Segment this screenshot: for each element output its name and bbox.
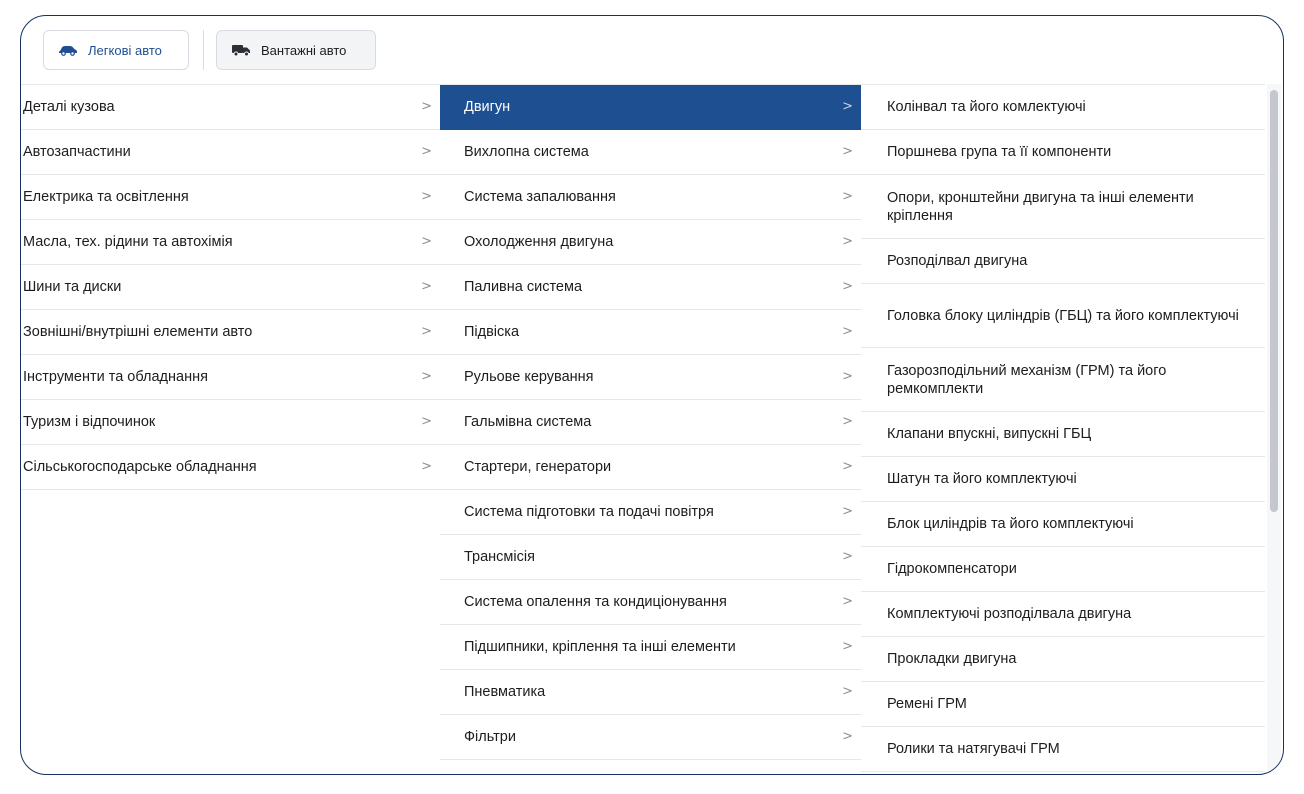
part-item[interactable] (861, 637, 1265, 682)
subcategory-label: Паливна система (464, 279, 583, 295)
subcategory-item[interactable] (440, 580, 861, 625)
part-label: Комплектуючі розподілвала двигуна (887, 606, 1132, 622)
category-label: Масла, тех. рідини та автохімія (23, 234, 233, 250)
chevron-right-icon: > (842, 594, 853, 609)
tab-trucks[interactable] (216, 30, 376, 70)
subcategory-label: Система опалення та кондиціонування (464, 594, 727, 610)
part-label: Головка блоку циліндрів (ГБЦ) та його комплектуючі (887, 307, 1239, 324)
category-label: Сільськогосподарське обладнання (23, 459, 257, 475)
subcategory-item[interactable] (440, 625, 861, 670)
part-item[interactable] (861, 592, 1265, 637)
category-item[interactable] (21, 175, 440, 220)
part-label: Газорозподільний механізм (ГРМ) та його ремкомплекти (887, 362, 1167, 397)
subcategory-label: Рульове керування (464, 369, 594, 385)
subcategory-label: Вихлопна система (464, 144, 589, 160)
part-item[interactable] (861, 547, 1265, 592)
subcategory-item[interactable] (440, 490, 861, 535)
category-label: Електрика та освітлення (23, 189, 189, 205)
part-label: Ремені ГРМ (887, 696, 967, 712)
chevron-right-icon: > (842, 144, 853, 159)
subcategory-item[interactable] (440, 670, 861, 715)
part-label: Шатун та його комплектуючі (887, 471, 1077, 487)
chevron-right-icon: > (842, 639, 853, 654)
scrollbar-thumb[interactable] (1270, 90, 1278, 512)
subcategory-item[interactable] (440, 175, 861, 220)
part-item[interactable] (861, 239, 1265, 284)
part-item[interactable] (861, 130, 1265, 175)
part-item[interactable] (861, 284, 1265, 348)
category-label: Автозапчастини (23, 144, 131, 160)
subcategory-label: Пневматика (464, 684, 546, 700)
part-label: Розподілвал двигуна (887, 253, 1028, 269)
chevron-right-icon: > (421, 459, 432, 474)
category-item[interactable] (21, 130, 440, 175)
subcategory-label: Охолодження двигуна (464, 234, 614, 250)
part-item[interactable] (861, 682, 1265, 727)
menu-columns (21, 84, 1283, 775)
tab-passenger-cars[interactable] (43, 30, 189, 70)
catalog-menu-panel (20, 15, 1284, 775)
part-label: Опори, кронштейни двигуна та інші елементи кріплення (887, 189, 1194, 224)
category-label: Інструменти та обладнання (23, 369, 208, 385)
subcategory-label: Гальмівна система (464, 414, 592, 430)
chevron-right-icon: > (421, 414, 432, 429)
part-item[interactable] (861, 502, 1265, 547)
truck-icon (231, 43, 251, 57)
part-label: Клапани впускні, випускні ГБЦ (887, 426, 1092, 442)
subcategory-item[interactable] (440, 220, 861, 265)
subcategory-item[interactable] (440, 310, 861, 355)
category-label: Шини та диски (23, 279, 122, 295)
part-label: Прокладки двигуна (887, 651, 1017, 667)
chevron-right-icon: > (842, 324, 853, 339)
subcategory-label: Підвіска (464, 324, 520, 340)
parts-column (861, 84, 1265, 775)
chevron-right-icon: > (421, 189, 432, 204)
subcategory-item[interactable] (440, 715, 861, 760)
part-label: Колінвал та його комлектуючі (887, 99, 1086, 115)
chevron-right-icon: > (842, 99, 853, 114)
category-item[interactable] (21, 445, 440, 490)
chevron-right-icon: > (421, 234, 432, 249)
subcategory-label: Система підготовки та подачі повітря (464, 504, 714, 520)
car-icon (58, 44, 78, 56)
category-item[interactable] (21, 400, 440, 445)
part-item[interactable] (861, 727, 1265, 772)
part-label: Поршнева група та її компоненти (887, 144, 1112, 160)
subcategory-label: Стартери, генератори (464, 459, 612, 475)
chevron-right-icon: > (842, 459, 853, 474)
subcategory-item[interactable] (440, 355, 861, 400)
subcategory-label: Двигун (464, 99, 511, 115)
chevron-right-icon: > (421, 324, 432, 339)
vehicle-type-tabs (21, 16, 1283, 84)
part-item[interactable] (861, 175, 1265, 239)
part-item[interactable] (861, 412, 1265, 457)
part-item[interactable] (861, 457, 1265, 502)
subcategory-label: Система запалювання (464, 189, 616, 205)
category-label: Зовнішні/внутрішні елементи авто (23, 324, 253, 340)
part-label: Ролики та натягувачі ГРМ (887, 741, 1060, 757)
chevron-right-icon: > (842, 414, 853, 429)
chevron-right-icon: > (421, 279, 432, 294)
chevron-right-icon: > (421, 99, 432, 114)
chevron-right-icon: > (842, 729, 853, 744)
categories-column (21, 84, 440, 775)
chevron-right-icon: > (842, 684, 853, 699)
chevron-right-icon: > (842, 279, 853, 294)
part-item[interactable] (861, 85, 1265, 130)
category-item[interactable] (21, 355, 440, 400)
chevron-right-icon: > (842, 189, 853, 204)
category-label: Деталі кузова (23, 99, 115, 115)
parts-scrollbar[interactable] (1267, 84, 1281, 775)
chevron-right-icon: > (842, 549, 853, 564)
category-label: Туризм і відпочинок (23, 414, 156, 430)
category-item[interactable] (21, 85, 440, 130)
tabs-divider (203, 30, 204, 70)
subcategory-label: Трансмісія (464, 549, 535, 565)
part-label: Блок циліндрів та його комплектуючі (887, 516, 1134, 532)
subcategory-item[interactable] (440, 130, 861, 175)
category-item[interactable] (21, 220, 440, 265)
chevron-right-icon: > (842, 234, 853, 249)
subcategory-label: Фільтри (464, 729, 516, 745)
tab-passenger-cars-label: Легкові авто (88, 42, 162, 58)
tab-trucks-label: Вантажні авто (261, 42, 347, 58)
category-item[interactable] (21, 265, 440, 310)
chevron-right-icon: > (421, 369, 432, 384)
subcategory-item[interactable] (440, 445, 861, 490)
chevron-right-icon: > (842, 369, 853, 384)
subcategory-label: Підшипники, кріплення та інші елементи (464, 639, 736, 655)
chevron-right-icon: > (421, 144, 432, 159)
part-item[interactable] (861, 348, 1265, 412)
subcategory-item[interactable] (440, 400, 861, 445)
part-label: Гідрокомпенсатори (887, 561, 1017, 577)
subcategory-item-selected[interactable] (440, 85, 861, 130)
subcategory-item[interactable] (440, 265, 861, 310)
chevron-right-icon: > (842, 504, 853, 519)
subcategories-column (440, 84, 861, 775)
category-item[interactable] (21, 310, 440, 355)
subcategory-item[interactable] (440, 535, 861, 580)
